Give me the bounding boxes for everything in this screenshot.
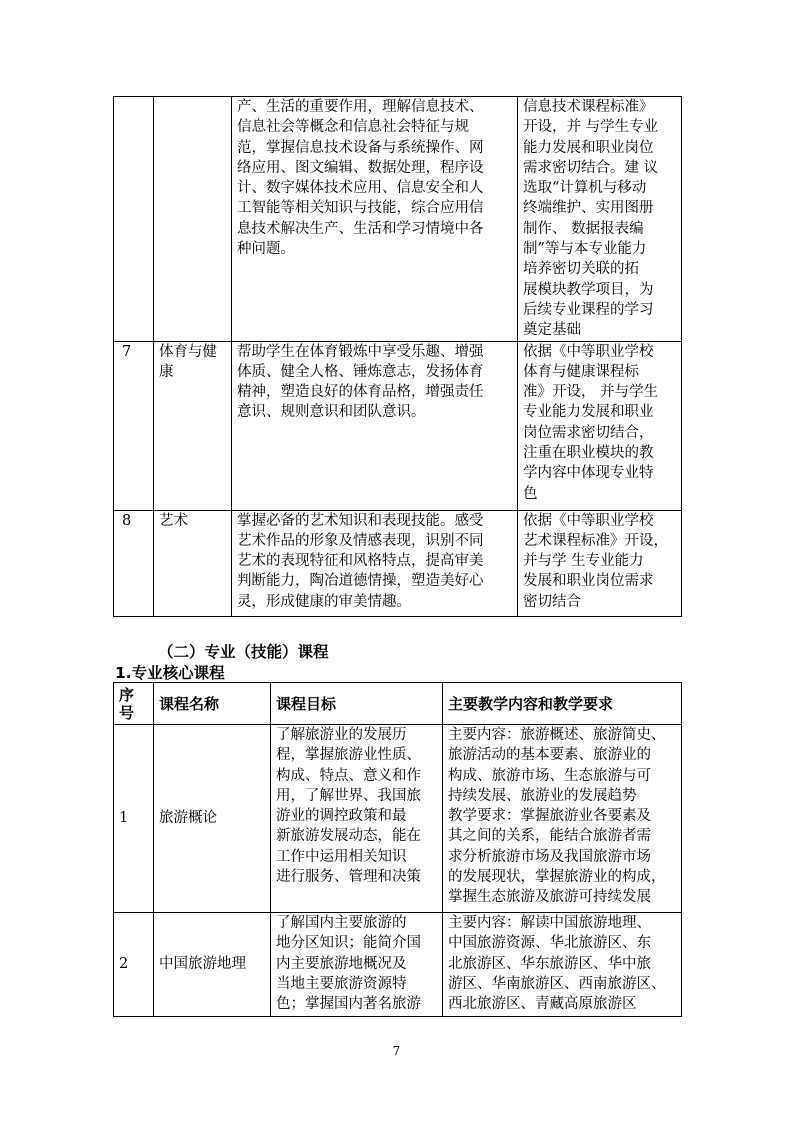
section-title: （二）专业（技能）课程	[158, 643, 329, 661]
course-content: 主要内容：旅游概述、旅游简史、 旅游活动的基本要素、旅游业的 构成、旅游市场、生态旅游与可 持续发展、旅游业的发展趋势 教学要求：掌握旅游业各要素及 其之间的关系，能结合旅游者需 求分析旅游市场及我国旅游市场 的发展现状，掌握旅游业的构成， 掌握生态旅游及旅游可持续发展	[443, 725, 682, 913]
course-name: 艺术	[154, 510, 232, 616]
page-number: 7	[392, 1044, 401, 1058]
general-courses-table-continued	[113, 96, 682, 617]
core-courses-table	[113, 682, 682, 1017]
course-name: 旅游概论	[154, 725, 271, 913]
course-number: 8	[114, 510, 154, 616]
table-row	[114, 97, 682, 342]
course-standard: 信息技术课程标准》 开设，并 与学生专业 能力发展和职业岗位 需求密切结合。建 议 选取“计算机与移动 终端维护、实用图册 制作、 数据报表编 制”等与本专业能力 培养密切关联的拓 展模块教学项目，为 后续专业课程的学习 奠定基础	[518, 97, 682, 342]
course-description: 帮助学生在体育锻炼中享受乐趣、增强 体质、健全人格、锤炼意志，发扬体育 精神，塑造良好的体育品格，增强责任 意识、规则意识和团队意识。	[232, 341, 518, 510]
course-content: 主要内容：解读中国旅游地理、 中国旅游资源、华北旅游区、东 北旅游区、华东旅游区、华中旅 游区、华南旅游区、西南旅游区、 西北旅游区、青藏高原旅游区	[443, 913, 682, 1017]
table-row	[114, 341, 682, 510]
course-name: 体育与健 康	[154, 341, 232, 510]
course-number	[114, 97, 154, 342]
course-goal: 了解旅游业的发展历 程，掌握旅游业性质、 构成、特点、意义和作 用，了解世界、我国旅 游业的调控政策和最 新旅游发展动态，能在 工作中运用相关知识 进行服务、管理和决策	[271, 725, 443, 913]
header-content: 主要教学内容和教学要求	[443, 683, 682, 725]
course-name	[154, 97, 232, 342]
course-number: 1	[114, 725, 154, 913]
course-number: 2	[114, 913, 154, 1017]
table-row	[114, 510, 682, 616]
course-description: 产、生活的重要作用，理解信息技术、 信息社会等概念和信息社会特征与规 范，掌握信息技术设备与系统操作、网 络应用、图文编辑、数据处理，程序设 计、数字媒体技术应用、信息安全和人 工智能等相关知识与技能，综合应用信 息技术解决生产、生活和学习情境中各 种问题。	[232, 97, 518, 342]
course-standard: 依据《中等职业学校 体育与健康课程标 准》开设， 并与学生 专业能力发展和职业 岗位需求密切结合， 注重在职业模块的教 学内容中体现专业特 色	[518, 341, 682, 510]
course-standard: 依据《中等职业学校 艺术课程标准》开设， 并与学 生专业能力 发展和职业岗位需求 密切结合	[518, 510, 682, 616]
header-goal: 课程目标	[271, 683, 443, 725]
header-num: 序 号	[114, 683, 154, 725]
table-row	[114, 725, 682, 913]
table-row	[114, 913, 682, 1017]
course-description: 掌握必备的艺术知识和表现技能。感受 艺术作品的形象及情感表现，识别不同 艺术的表现特征和风格特点，提高审美 判断能力，陶冶道德情操，塑造美好心 灵，形成健康的审美情趣。	[232, 510, 518, 616]
course-goal: 了解国内主要旅游的 地分区知识；能简介国 内主要旅游地概况及 当地主要旅游资源特 色；掌握国内著名旅游	[271, 913, 443, 1017]
course-number: 7	[114, 341, 154, 510]
course-name: 中国旅游地理	[154, 913, 271, 1017]
header-name: 课程名称	[154, 683, 271, 725]
subsection-title: 1.专业核心课程	[115, 664, 225, 682]
table-header-row	[114, 683, 682, 725]
